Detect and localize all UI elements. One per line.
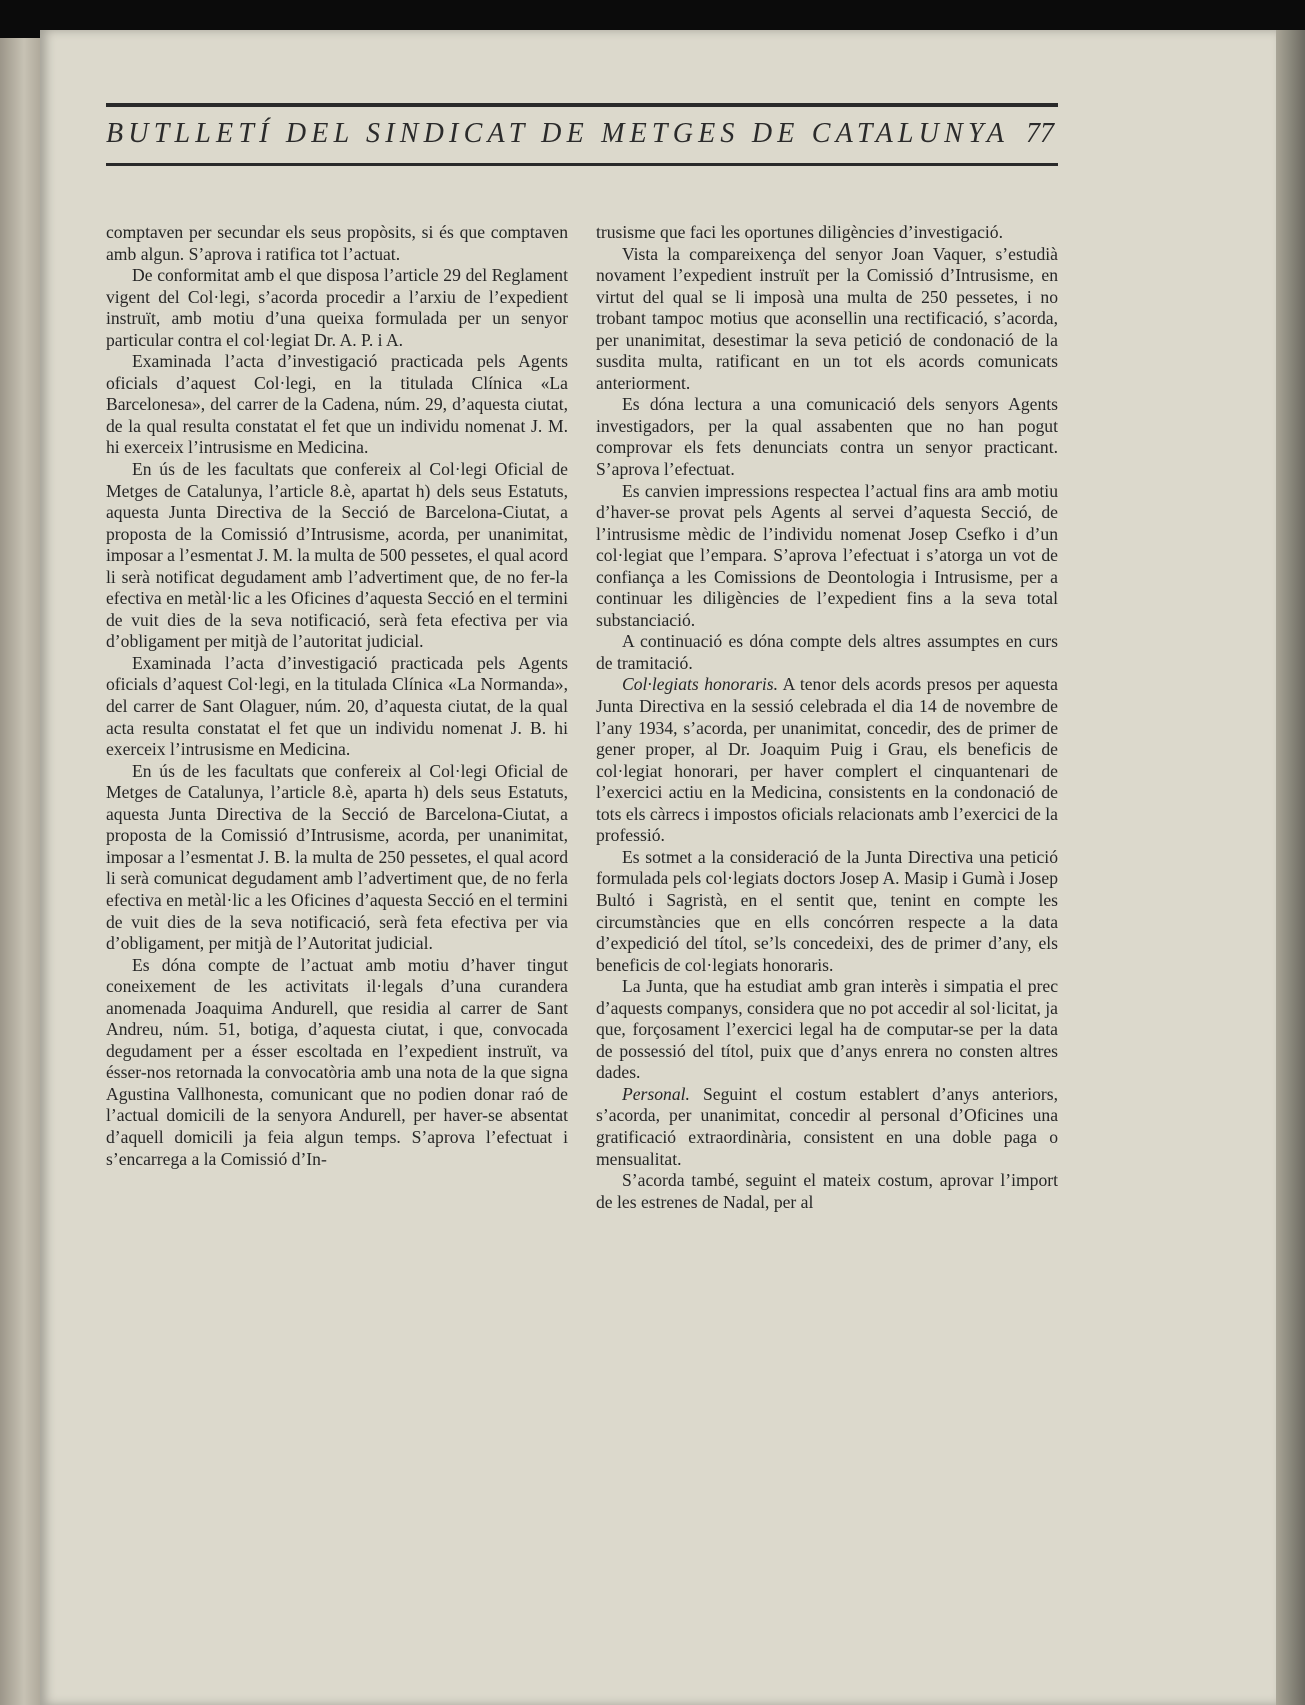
paragraph: Examinada l’acta d’investigació practicada pels Agents oficials d’aquest Col·legi, en la titulada Clínica «La Normanda», del carrer de Sant Olaguer, núm. 20, d’aquesta ciutat, de la qual acta resulta constatat el fet que un individu nomenat J. B. hi exerceix l’intrusisme en Medicina. <box>106 652 568 760</box>
section-personal <box>596 1084 1058 1170</box>
paragraph: A continuació es dóna compte dels altres assumptes en curs de tramitació. <box>596 631 1058 673</box>
paragraph: S’acorda també, seguint el mateix costum, aprovar l’import de les estrenes de Nadal, per al <box>596 1170 1058 1212</box>
header-rule-bottom <box>106 163 1058 166</box>
journal-title: BUTLLETÍ DEL SINDICAT DE METGES DE CATALUNYA <box>106 118 1010 149</box>
paragraph: Es sotmet a la consideració de la Junta Directiva una petició formulada pels col·legiats doctors Josep A. Masip i Gumà i Josep Bultó i Sagristà, en el sentit que, tenint en compte les circumstàncies que en ells concórren respecte a la data d’expedició del títol, se’ls concedeixi, des de primer d’any, els beneficis de col·legiats honoraris. <box>596 846 1058 975</box>
paragraph: De conformitat amb el que disposa l’article 29 del Reglament vigent del Col·legi, s’acorda procedir a l’arxiu de l’expedient instruït, amb motiu d’una queixa formulada per un senyor particular contra el col·legiat Dr. A. P. i A. <box>106 265 568 350</box>
page-number: 77 <box>1026 118 1054 149</box>
section-text-personal: Seguint el costum establert d’anys anteriors, s’acorda, per unanimitat, concedir al personal d’Oficines una gratificació extraordinària, consistent en una doble paga o mensualitat. <box>596 1083 1058 1169</box>
paragraph: Es dóna lectura a una comunicació dels senyors Agents investigadors, per la qual assabenten que no han pogut comprovar els fets denunciats contra un senyor practicant. S’aprova l’efectuat. <box>596 394 1058 480</box>
section-honoraris <box>596 674 1058 846</box>
paragraph: Vista la compareixença del senyor Joan Vaquer, s’estudià novament l’expedient instruït per la Comissió d’Intrusisme, en virtut del qual se li imposà una multa de 250 pessetes, i no trobant tampoc motius que aconsellin una rectificació, s’acorda, per unanimitat, desestimar la seva petició de condonació de la susdita multa, ratificant en un tot els acords comunicats anteriorment. <box>596 243 1058 393</box>
paragraph: Es dóna compte de l’actuat amb motiu d’haver tingut coneixement de les activitats il·legals d’una curandera anomenada Joaquima Andurell, que residia al carrer de Sant Andreu, núm. 51, botiga, d’aquesta ciutat, i que, convocada degudament per a ésser escoltada en l’expedient instruït, va ésser-nos retornada la convocatòria amb una nota de la que signa Agustina Vallhonesta, comunicant que no podien donar raó de l’actual domicili de la senyora Andurell, per haver-se absentat d’aquell domicili ja feia algun temps. S’aprova l’efectuat i s’encarrega a la Comissió d’In- <box>106 954 568 1169</box>
facing-page-edge <box>0 38 40 1705</box>
running-header <box>106 110 1058 158</box>
page-edge-shadow <box>1276 30 1305 1705</box>
paragraph: En ús de les facultats que confereix al Col·legi Oficial de Metges de Catalunya, l’article 8.è, apartat h) dels seus Estatuts, aquesta Junta Directiva de la Secció de Barcelona-Ciutat, a proposta de la Comissió d’Intrusisme, acorda, per unanimitat, imposar a l’esmentat J. M. la multa de 500 pessetes, el qual acord li serà notificat degudament amb l’advertiment que, de no fer-la efectiva en metàl·lic a les Oficines d’aquesta Secció en el termini de vuit dies de la seva notificació, serà feta efectiva per via d’obligament per mitjà de l’autoritat judicial. <box>106 459 568 652</box>
paragraph: trusisme que faci les oportunes diligències d’investigació. <box>596 222 1003 242</box>
header-rule-top <box>106 103 1058 107</box>
paragraph: Examinada l’acta d’investigació practicada pels Agents oficials d’aquest Col·legi, en la titulada Clínica «La Barcelonesa», del carrer de la Cadena, núm. 29, d’aquesta ciutat, de la qual resulta constatat el fet que un individu nomenat J. M. hi exerceix l’intrusisme en Medicina. <box>106 351 568 458</box>
section-text-honoraris: A tenor dels acords presos per aquesta Junta Directiva en la sessió celebrada el dia 14 de novembre de l’any 1934, s’acorda, per unanimitat, concedir, des de primer de gener proper, al Dr. Joaquim Puig i Grau, els beneficis de col·legiat honorari, per haver complert el cinquantenari de l’exercici actiu en la Medicina, consistents en la condonació de tots els càrrecs i impostos oficials relacionats amb l’exercici de la professió. <box>596 674 1058 846</box>
right-column <box>596 222 1058 1213</box>
section-lead-honoraris: Col·legiats honoraris. <box>622 674 779 695</box>
left-column <box>106 222 568 1170</box>
paragraph: La Junta, que ha estudiat amb gran interès i simpatia el prec d’aquests companys, considera que no pot accedir al sol·licitat, ja que, forçosament l’exercici legal ha de computar-se per la data de possessió del títol, puix que d’anys enrera no consten altres dades. <box>596 976 1058 1083</box>
section-lead-personal: Personal. <box>622 1083 690 1104</box>
paragraph: comptaven per secundar els seus propòsits, si és que comptaven amb algun. S’aprova i ratifica tot l’actuat. <box>106 222 568 264</box>
paragraph: En ús de les facultats que confereix al Col·legi Oficial de Metges de Catalunya, l’article 8.è, aparta h) dels seus Estatuts, aquesta Junta Directiva de la Secció de Barcelona-Ciutat, a proposta de la Comissió d’Intrusisme, acorda, per unanimitat, imposar a l’esmentat J. B. la multa de 250 pessetes, el qual acord li serà comunicat degudament amb l’advertiment que, de no ferla efectiva en metàl·lic a les Oficines d’aquesta Secció en el termini de vuit dies de la seva notificació, serà feta efectiva per via d’obligament, per mitjà de l’Autoritat judicial. <box>106 760 568 954</box>
paragraph: Es canvien impressions respectea l’actual fins ara amb motiu d’haver-se provat pels Agents al servei d’aquesta Secció, de l’intrusisme mèdic de l’individu nomenat Josep Csefko i d’un col·legiat que l’empara. S’aprova l’efectuat i s’atorga un vot de confiança a les Comissions de Deontologia i Intrusisme, per a continuar les diligències de l’expedient fins a la seva total substanciació. <box>596 480 1058 630</box>
